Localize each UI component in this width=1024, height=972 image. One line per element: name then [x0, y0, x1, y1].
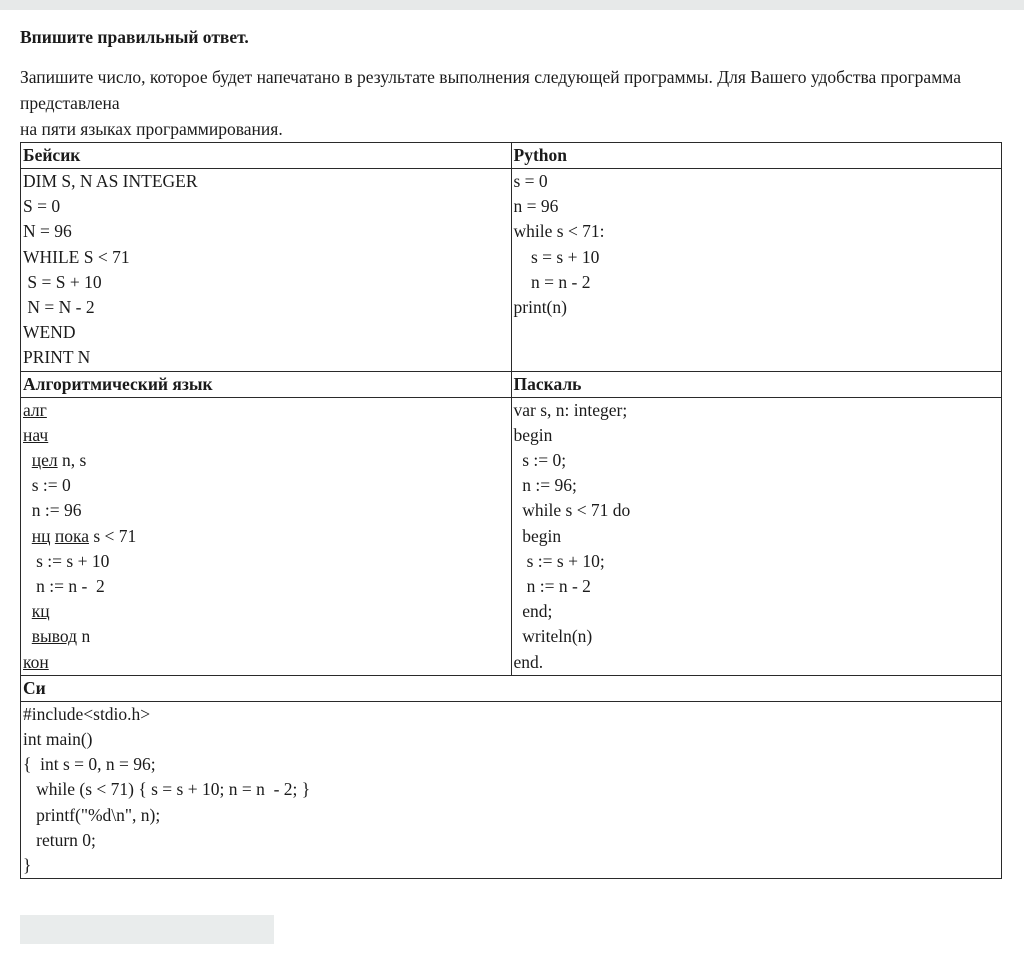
table-row [21, 397, 1002, 675]
table-row [21, 675, 1002, 701]
question-text [20, 64, 1004, 142]
table-row [21, 169, 1002, 372]
question-text-line: на пяти языках программирования. [20, 119, 283, 139]
c-header-cell: Си [21, 675, 1002, 701]
table-row [21, 371, 1002, 397]
table-row [21, 701, 1002, 878]
algorithmic-code-cell: алг нач цел n, s s := 0 n := 96 нц пока s < 71 s := s + 10 n := n - 2 кц вывод n кон [21, 397, 512, 675]
c-code-cell: #include<stdio.h> int main() { int s = 0, n = 96; while (s < 71) { s = s + 10; n = n - 2; } printf("%d\n", n); return 0; } [21, 701, 1002, 878]
program-table [20, 142, 1002, 879]
bottom-spacer [20, 944, 1004, 972]
question-text-line: представлена [20, 93, 120, 113]
pascal-code-cell: var s, n: integer; begin s := 0; n := 96; while s < 71 do begin s := s + 10; n := n - 2 end; writeln(n) end. [511, 397, 1002, 675]
top-bar [0, 0, 1024, 10]
basic-header-cell: Бейсик [21, 143, 512, 169]
python-code-cell: s = 0 n = 96 while s < 71: s = s + 10 n = n - 2 print(n) [511, 169, 1002, 372]
pascal-header-cell: Паскаль [511, 371, 1002, 397]
page-title: Впишите правильный ответ. [20, 27, 249, 47]
algorithmic-header-cell: Алгоритмический язык [21, 371, 512, 397]
question-content [0, 26, 1024, 972]
table-row [21, 143, 1002, 169]
basic-code-cell: DIM S, N AS INTEGER S = 0 N = 96 WHILE S < 71 S = S + 10 N = N - 2 WEND PRINT N [21, 169, 512, 372]
question-text-line: Запишите число, которое будет напечатано в результате выполнения следующей программы. Для Вашего удобства программа [20, 67, 961, 87]
python-header-cell: Python [511, 143, 1002, 169]
answer-input[interactable] [20, 915, 274, 944]
